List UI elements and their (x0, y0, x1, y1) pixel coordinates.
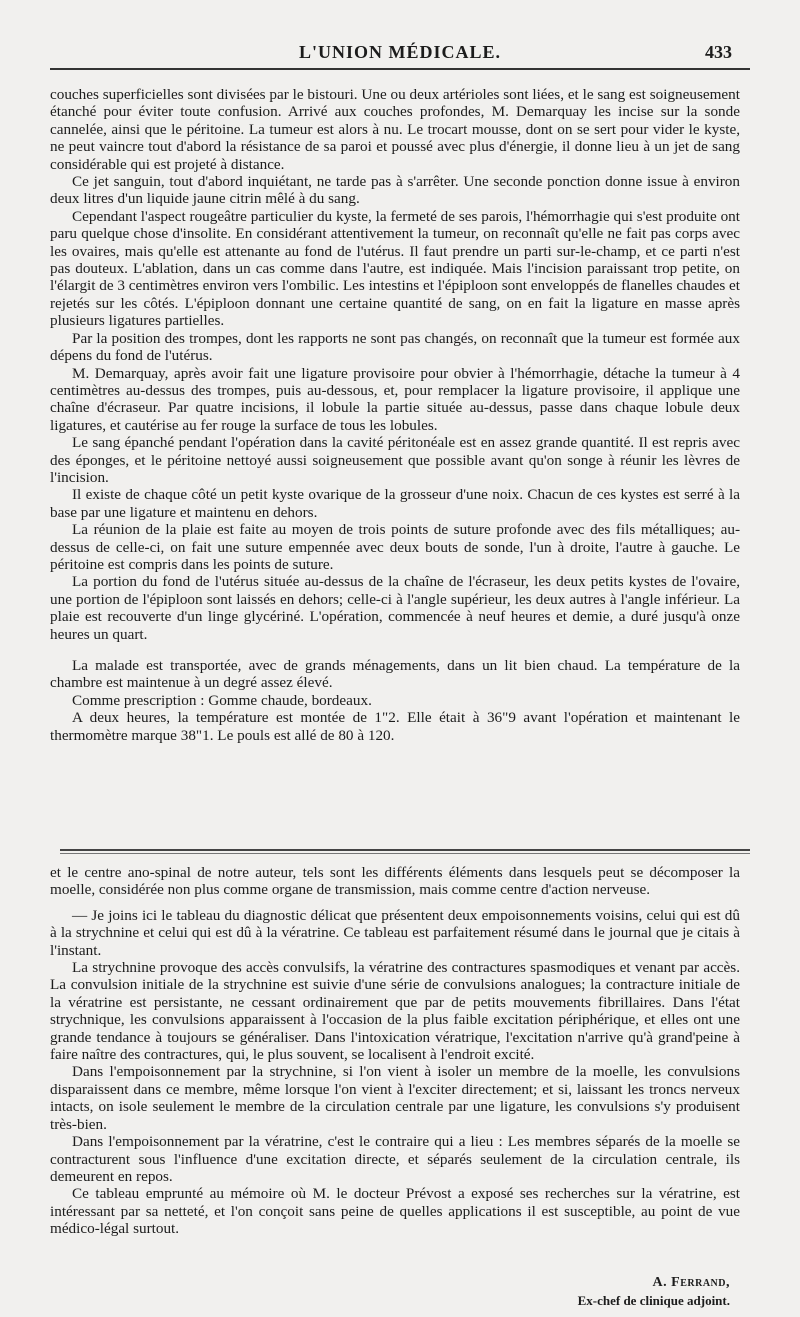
paragraph: Par la position des trompes, dont les rapports ne sont pas changés, on reconnaît que la tumeur est formée aux dépens du fond de l'utérus. (50, 329, 740, 365)
paragraph: La réunion de la plaie est faite au moyen de trois points de suture profonde avec des fils métalliques; au-dessus de celle-ci, on fait une suture empennée avec deux bouts de sonde, l'un à droite, l'autre à gauche. Le péritoine est compris dans les points de suture. (50, 521, 740, 573)
upper-article (50, 86, 740, 744)
paragraph: A deux heures, la température est montée de 1"2. Elle était à 36"9 avant l'opération et maintenant le thermomètre marque 38"1. Le pouls est allé de 80 à 120. (50, 709, 740, 744)
author-name: A. Ferrand, (652, 1275, 730, 1290)
paragraph: Cependant l'aspect rougeâtre particulier du kyste, la fermeté de ses parois, l'hémorrhagie qui s'est produite ont paru quelque chose d'insolite. En considérant attentivement la tumeur, on reconnaît qu'elle ne fait pas corps avec les ovaires, mais qu'elle est attenante au fond de l'utérus. Il faut prendre un parti sur-le-champ, et ce parti n'est pas douteux. L'ablation, dans un cas comme dans l'autre, est indiquée. Mais l'incision paraissant trop petite, on l'élargit de 3 centimètres environ vers l'ombilic. Les intestins et l'épiploon sont enveloppés de flanelles chaudes et rejetés sur les côtés. L'épiploon donnant une certaine quantité de sang, on en fait la ligature en masse après plusieurs ligatures partielles. (50, 207, 740, 330)
paragraph: La portion du fond de l'utérus située au-dessus de la chaîne de l'écraseur, les deux petits kystes de l'ovaire, une portion de l'épiploon sont laissés en dehors; celle-ci à l'angle supérieur, les deux autres à l'angle inférieur. La plaie est recouverte d'un linge glycériné. L'opération, commencée à neuf heures et demie, a duré jusqu'à onze heures un quart. (50, 573, 740, 643)
page-number: 433 (705, 42, 732, 62)
paragraph: La strychnine provoque des accès convulsifs, la vératrine des contractures spasmodiques et venant par accès. La convulsion initiale de la strychnine est suivie d'une série de convulsions analogues; la contracture initiale de la vératrine est persistante, ne cessant ordinairement que par de petits mouvements fibrillaires. Dans l'état strychnique, les convulsions apparaissent à l'occasion de la plus faible excitation périphérique, et elles ont une grande tendance à toujours se généraliser. Dans l'intoxication vératrique, l'excitation n'arrive qu'à grand'peine à faire naître des contractures, qui, le plus souvent, se localisent à l'endroit excité. (50, 959, 740, 1064)
running-title: L'UNION MÉDICALE. (298, 42, 502, 62)
paragraph: et le centre ano-spinal de notre auteur, tels sont les différents éléments dans lesquels peut se décomposer la moelle, considérée non plus comme organe de transmission, mais comme centre d'action nerveuse. (50, 864, 740, 899)
paragraph: Il existe de chaque côté un petit kyste ovarique de la grosseur d'une noix. Chacun de ces kystes est serré à la base par une ligature et maintenu en dehors. (50, 486, 740, 521)
paragraph: Ce tableau emprunté au mémoire où M. le docteur Prévost a exposé ses recherches sur la vératrine, est intéressant par sa netteté, et l'on conçoit sans peine de quelles applications il est susceptible, au point de vue médico-légal surtout. (50, 1185, 740, 1238)
paragraph-gap (50, 643, 740, 657)
author-signature (578, 1274, 730, 1310)
paragraph: Le sang épanché pendant l'opération dans la cavité péritonéale est en assez grande quantité. Il est repris avec des éponges, et le péritoine nettoyé aussi soigneusement que possible avant qu'on songe à réunir les lèvres de l'incision. (50, 434, 740, 486)
paragraph: couches superficielles sont divisées par le bistouri. Une ou deux artérioles sont liées, et le sang est soigneusement étanché pour éviter toute confusion. Arrivé aux couches profondes, M. Demarquay les incise sur la sonde cannelée, ainsi que le péritoine. La tumeur est alors à nu. Le trocart mousse, dont on se sert pour vider le kyste, ne peut vaincre tout d'abord la résistance de sa paroi et poussé avec plus d'énergie, il donne lieu à un jet de sang considérable qui est projeté à distance. (50, 86, 740, 173)
paragraph: M. Demarquay, après avoir fait une ligature provisoire pour obvier à l'hémorrhagie, détache la tumeur à 4 centimètres au-dessus des trompes, puis au-dessous, et, pour remplacer la ligature provisoire, il applique une chaîne d'écraseur. Par quatre incisions, il lobule la partie située au-dessus, passe dans chaque lobule deux ligatures, et cautérise au fer rouge la surface de tous les lobules. (50, 364, 740, 434)
lower-article (50, 864, 740, 1238)
paragraph: La malade est transportée, avec de grands ménagements, dans un lit bien chaud. La température de la chambre est maintenue à un degré assez élevé. (50, 657, 740, 692)
page-header (50, 28, 750, 70)
paragraph-gap (50, 899, 740, 907)
paragraph: — Je joins ici le tableau du diagnostic délicat que présentent deux empoisonnements voisins, celui qui est dû à la strychnine et celui qui est dû à la vératrine. Ce tableau est parfaitement résumé dans le journal que je citais à l'instant. (50, 906, 740, 959)
journal-page (50, 28, 750, 1308)
paragraph: Dans l'empoisonnement par la strychnine, si l'on vient à isoler un membre de la moelle, les convulsions disparaissent dans ce membre, même lorsque l'on vient à l'exciter directement; et si, laissant les troncs nerveux intacts, on isole seulement le membre de la circulation centrale par une ligature, les convulsions s'y produisent très-bien. (50, 1063, 740, 1133)
author-title: Ex-chef de clinique adjoint. (577, 1293, 730, 1308)
section-divider-thin (60, 853, 750, 854)
section-divider (60, 849, 750, 851)
paragraph: Comme prescription : Gomme chaude, bordeaux. (72, 691, 372, 709)
paragraph: Ce jet sanguin, tout d'abord inquiétant, ne tarde pas à s'arrêter. Une seconde ponction donne issue à environ deux litres d'un liquide jaune citrin mêlé à du sang. (50, 173, 740, 208)
paragraph: Dans l'empoisonnement par la vératrine, c'est le contraire qui a lieu : Les membres séparés de la moelle se contracturent sous l'influence d'une excitation directe, et séparés seulement de la circulation centrale, ils demeurent en repos. (50, 1133, 740, 1185)
